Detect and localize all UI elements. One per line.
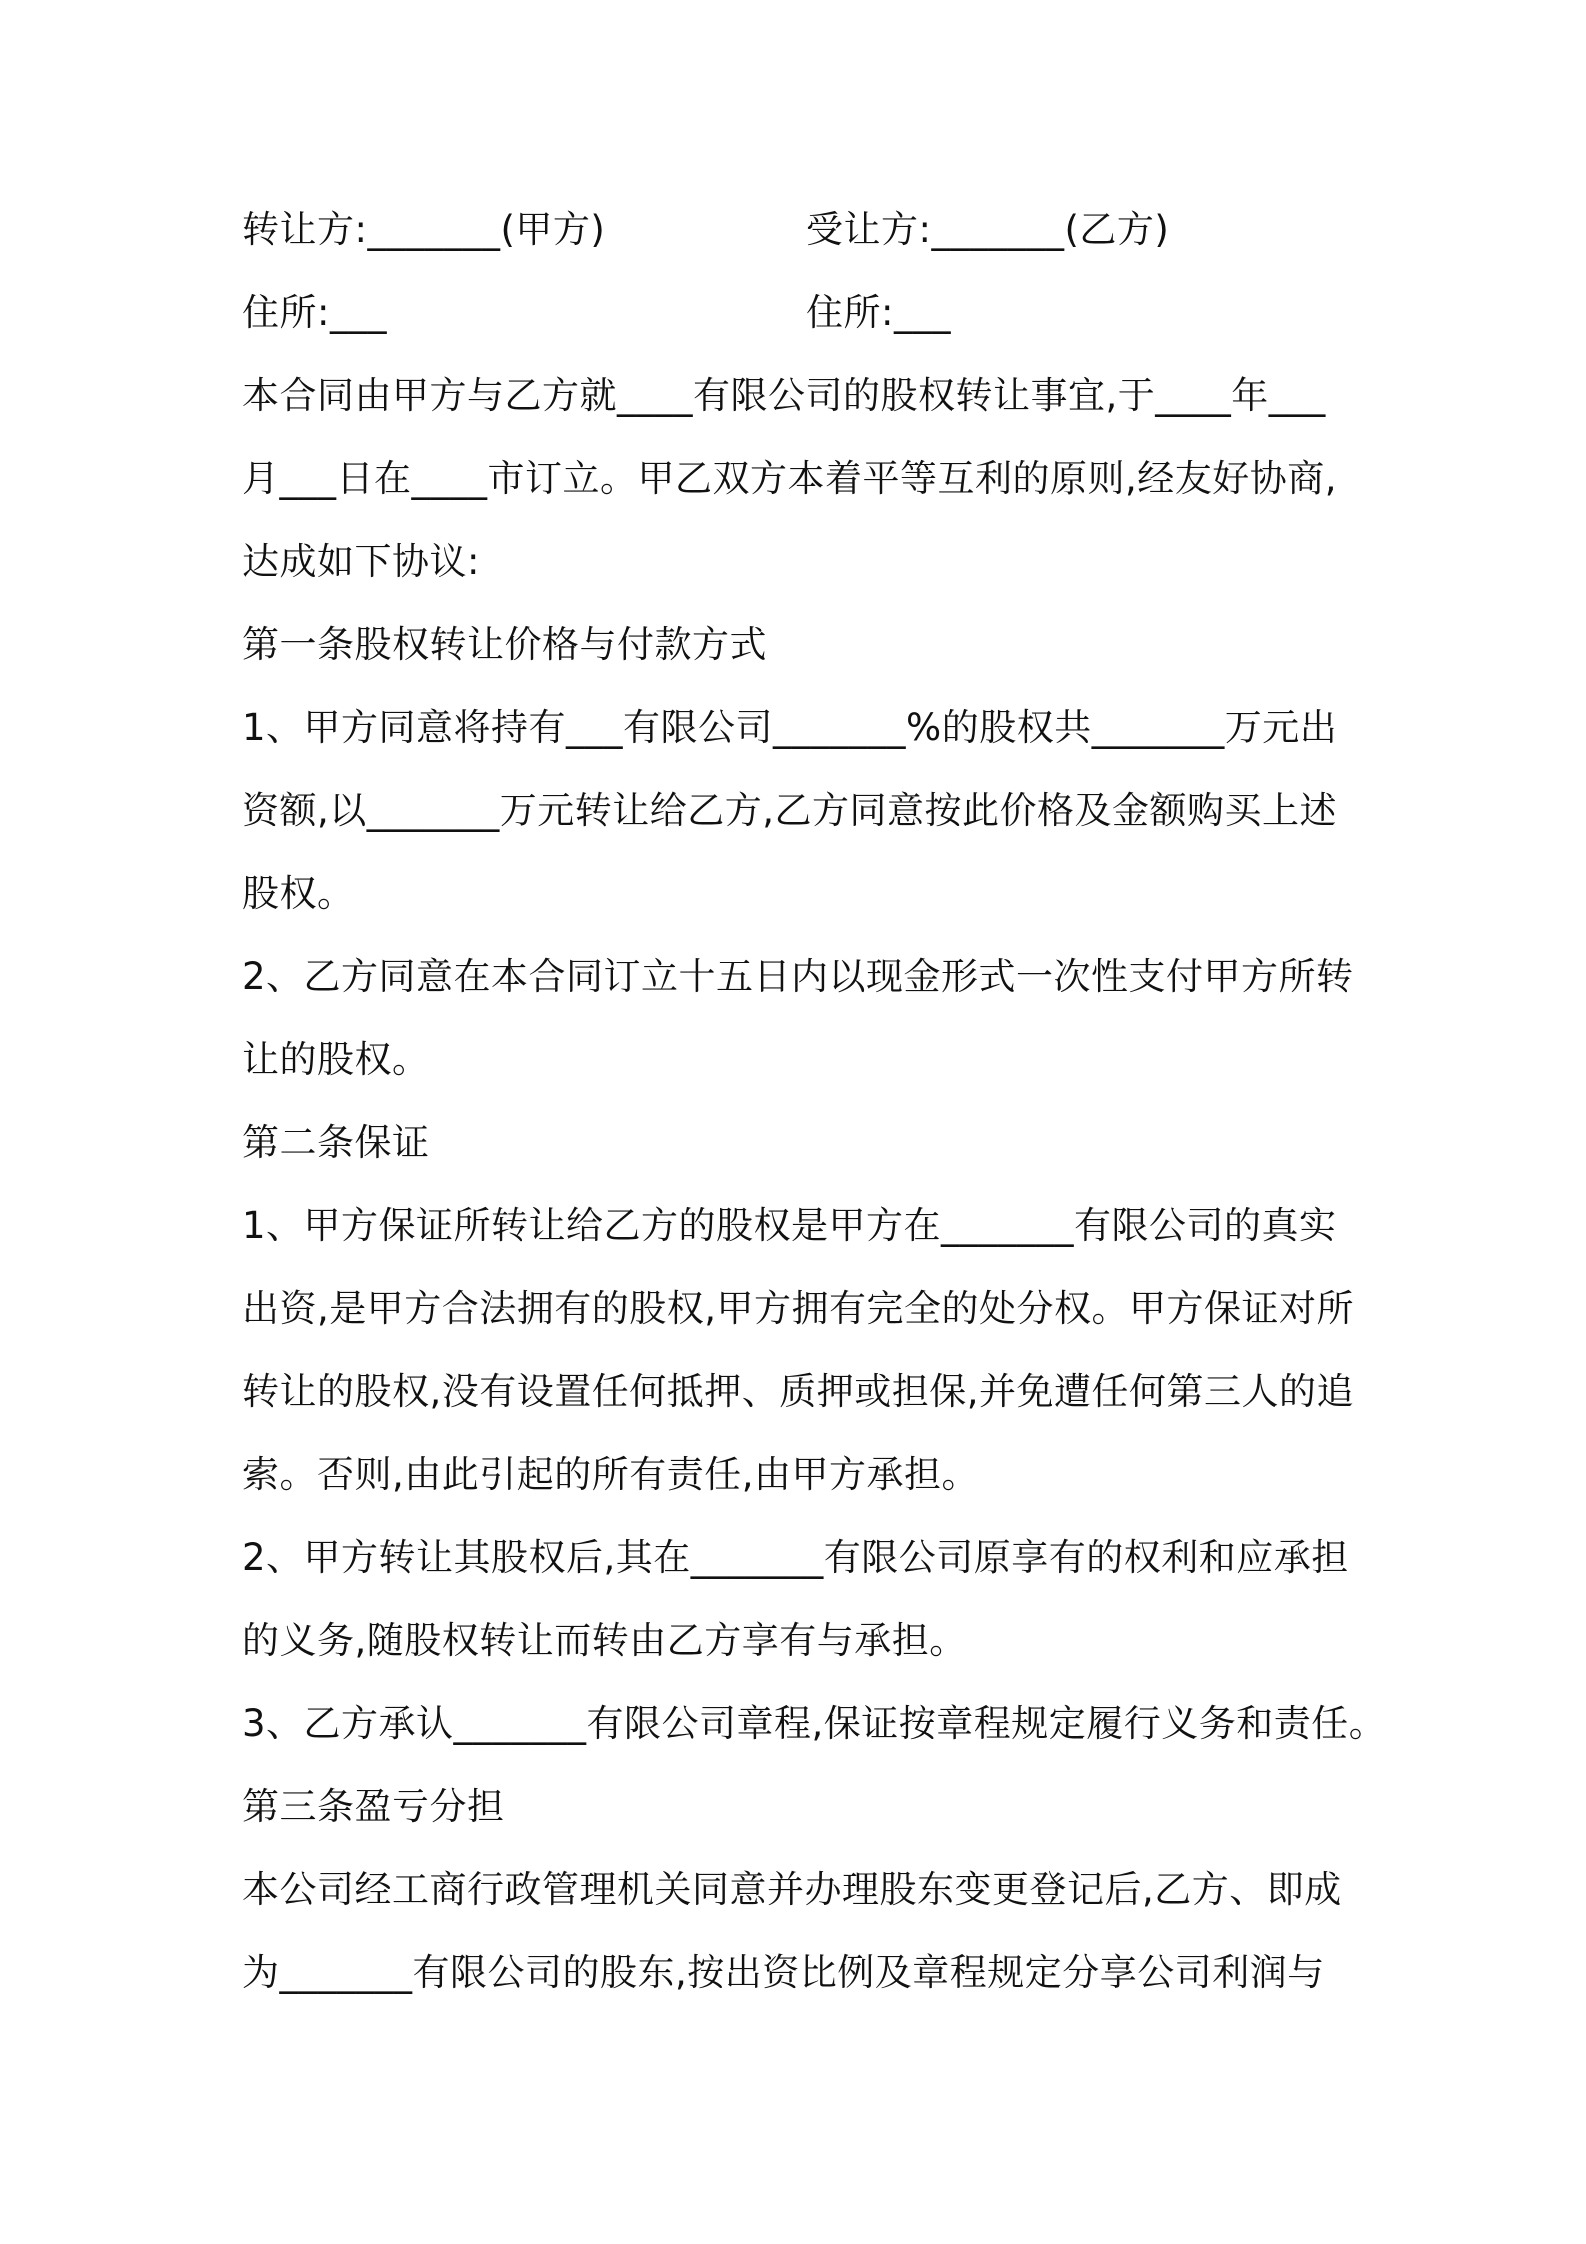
article-1-clause-1-line-1: 1、甲方同意将持有___有限公司_______%的股权共_______万元出 [242,706,1338,749]
article-1-clause-2-line-2: 让的股权。 [242,1038,430,1081]
article-2-clause-1-line-1: 1、甲方保证所转让给乙方的股权是甲方在_______有限公司的真实 [242,1204,1337,1247]
intro-line-1: 本合同由甲方与乙方就____有限公司的股权转让事宜,于____年___ [242,374,1326,417]
article-1-clause-2-line-1: 2、乙方同意在本合同订立十五日内以现金形式一次性支付甲方所转 [242,955,1354,998]
article-3-paragraph-line-1: 本公司经工商行政管理机关同意并办理股东变更登记后,乙方、即成 [242,1868,1342,1911]
article-1-clause-1-line-3: 股权。 [242,872,355,915]
article-1-clause-1-line-2: 资额,以_______万元转让给乙方,乙方同意按此价格及金额购买上述 [242,789,1338,832]
transferor-line: 转让方:_______(甲方) [242,208,606,251]
article-2-clause-1-line-3: 转让的股权,没有设置任何抵押、质押或担保,并免遭任何第三人的追 [242,1370,1355,1413]
intro-line-2: 月___日在____市订立。甲乙双方本着平等互利的原则,经友好协商, [242,457,1338,500]
transferor-address-line: 住所:___ [242,291,387,334]
article-2-heading: 第二条保证 [242,1121,430,1164]
article-2-clause-1-line-4: 索。否则,由此引起的所有责任,由甲方承担。 [242,1453,980,1496]
intro-line-3: 达成如下协议: [242,540,480,583]
article-2-clause-2-line-2: 的义务,随股权转让而转由乙方享有与承担。 [242,1619,967,1662]
transferee-line: 受让方:_______(乙方) [806,208,1170,251]
article-3-paragraph-line-2: 为_______有限公司的股东,按出资比例及章程规定分享公司利润与 [242,1951,1325,1994]
article-2-clause-3-line-1: 3、乙方承认_______有限公司章程,保证按章程规定履行义务和责任。 [242,1702,1387,1745]
article-2-clause-2-line-1: 2、甲方转让其股权后,其在_______有限公司原享有的权利和应承担 [242,1536,1349,1579]
article-1-heading: 第一条股权转让价格与付款方式 [242,623,767,666]
article-2-clause-1-line-2: 出资,是甲方合法拥有的股权,甲方拥有完全的处分权。甲方保证对所 [242,1287,1355,1330]
transferee-address-line: 住所:___ [806,291,951,334]
article-3-heading: 第三条盈亏分担 [242,1785,505,1828]
